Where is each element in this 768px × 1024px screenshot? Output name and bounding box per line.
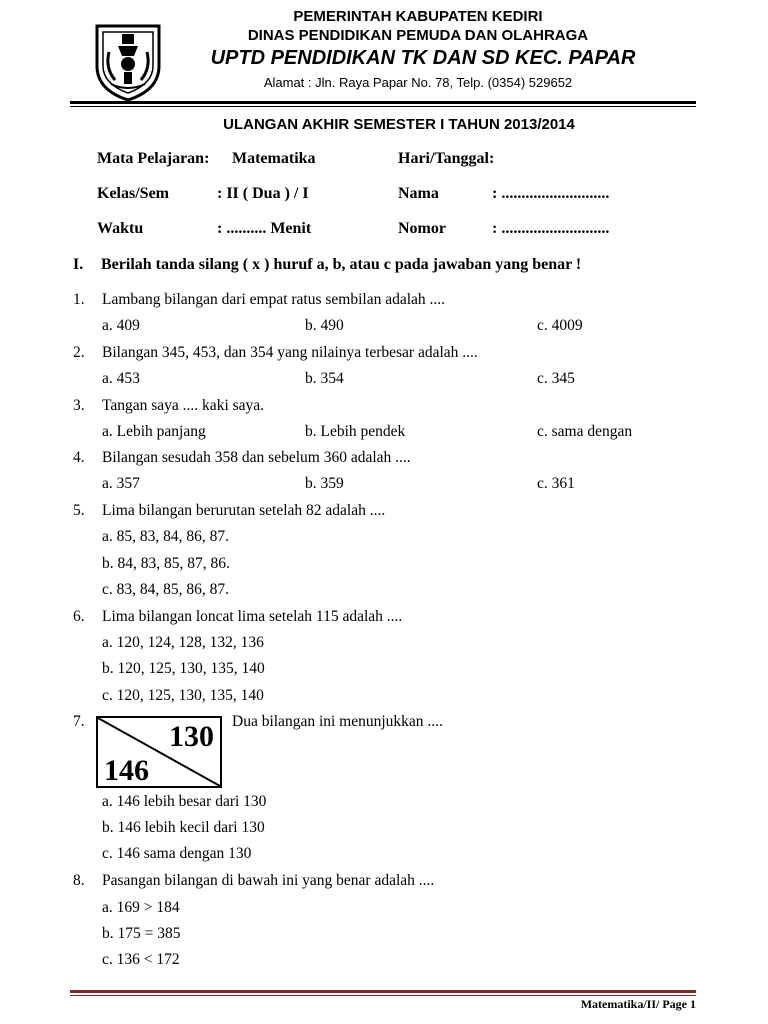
section-number: I. xyxy=(73,256,84,273)
footer-page-label: Matematika/II/ Page 1 xyxy=(580,997,696,1011)
option-a: a. 146 lebih besar dari 130 xyxy=(102,793,267,810)
question-text: Tangan saya .... kaki saya. xyxy=(102,397,265,414)
number-label: Nomor xyxy=(398,220,446,237)
option-b: b. 490 xyxy=(305,317,344,334)
option-a: a. Lebih panjang xyxy=(102,423,206,440)
option-b: b. 359 xyxy=(305,475,344,492)
option-b: b. 84, 83, 85, 87, 86. xyxy=(102,555,230,572)
option-b: b. 175 = 385 xyxy=(102,925,181,942)
letterhead-department: DINAS PENDIDIKAN PEMUDA DAN OLAHRAGA xyxy=(247,27,589,44)
number-comparison-box xyxy=(96,716,222,788)
time-label: Waktu xyxy=(97,220,144,237)
option-c: c. 345 xyxy=(537,370,575,387)
option-b: b. 354 xyxy=(305,370,344,387)
option-c: c. 4009 xyxy=(537,317,583,334)
question-text: Bilangan sesudah 358 dan sebelum 360 adalah .... xyxy=(102,449,411,466)
letterhead-uptd: UPTD PENDIDIKAN TK DAN SD KEC. PAPAR xyxy=(210,47,636,69)
subject-value: Matematika xyxy=(232,150,316,167)
name-label: Nama xyxy=(398,185,439,202)
question-number: 3. xyxy=(73,397,85,414)
option-c: c. 146 sama dengan 130 xyxy=(102,845,252,862)
option-a: a. 357 xyxy=(102,475,140,492)
letterhead-divider-thick xyxy=(70,101,696,104)
option-c: c. 361 xyxy=(537,475,575,492)
question-text: Lima bilangan loncat lima setelah 115 adalah .... xyxy=(102,608,403,625)
option-a: a. 409 xyxy=(102,317,140,334)
option-c: c. 120, 125, 130, 135, 140 xyxy=(102,687,264,704)
question-number: 4. xyxy=(73,449,85,466)
option-a: a. 169 > 184 xyxy=(102,899,180,916)
option-a: a. 85, 83, 84, 86, 87. xyxy=(102,528,230,545)
option-c: c. sama dengan xyxy=(537,423,633,440)
option-c: c. 136 < 172 xyxy=(102,951,180,968)
letterhead-government: PEMERINTAH KABUPATEN KEDIRI xyxy=(293,8,543,25)
question-text: Pasangan bilangan di bawah ini yang benar adalah .... xyxy=(102,872,435,889)
letterhead-divider-thin xyxy=(70,106,696,107)
option-a: a. 120, 124, 128, 132, 136 xyxy=(102,634,264,651)
section-instruction: Berilah tanda silang ( x ) huruf a, b, atau c pada jawaban yang benar ! xyxy=(101,256,582,273)
class-label: Kelas/Sem xyxy=(97,185,169,202)
question-number: 8. xyxy=(73,872,85,889)
exam-title: ULANGAN AKHIR SEMESTER I TAHUN 2013/2014 xyxy=(223,116,575,133)
question-number: 1. xyxy=(73,291,85,308)
subject-label: Mata Pelajaran: xyxy=(97,150,210,167)
name-value: : ........................... xyxy=(492,185,610,202)
question-text: Lambang bilangan dari empat ratus sembilan adalah .... xyxy=(102,291,446,308)
question-text: Bilangan 345, 453, dan 354 yang nilainya terbesar adalah .... xyxy=(102,344,478,361)
question-number: 7. xyxy=(73,713,85,730)
number-value: : ........................... xyxy=(492,220,610,237)
question-text: Dua bilangan ini menunjukkan .... xyxy=(232,713,443,730)
figure-bottom-number: 146 xyxy=(104,754,149,787)
footer-rule-thick xyxy=(70,990,696,993)
option-b: b. Lebih pendek xyxy=(305,423,406,440)
day-date-label: Hari/Tanggal: xyxy=(398,150,495,167)
time-value: : .......... Menit xyxy=(217,220,312,237)
footer-rule-thin xyxy=(70,995,696,996)
letterhead-address: Alamat : Jln. Raya Papar No. 78, Telp. (0354) 529652 xyxy=(263,75,573,90)
class-value: : II ( Dua ) / I xyxy=(217,185,309,202)
option-c: c. 83, 84, 85, 86, 87. xyxy=(102,581,230,598)
question-number: 5. xyxy=(73,502,85,519)
question-text: Lima bilangan berurutan setelah 82 adalah .... xyxy=(102,502,386,519)
option-a: a. 453 xyxy=(102,370,140,387)
question-number: 2. xyxy=(73,344,85,361)
option-b: b. 146 lebih kecil dari 130 xyxy=(102,819,265,836)
figure-top-number: 130 xyxy=(169,720,214,753)
option-b: b. 120, 125, 130, 135, 140 xyxy=(102,660,265,677)
question-number: 6. xyxy=(73,608,85,625)
